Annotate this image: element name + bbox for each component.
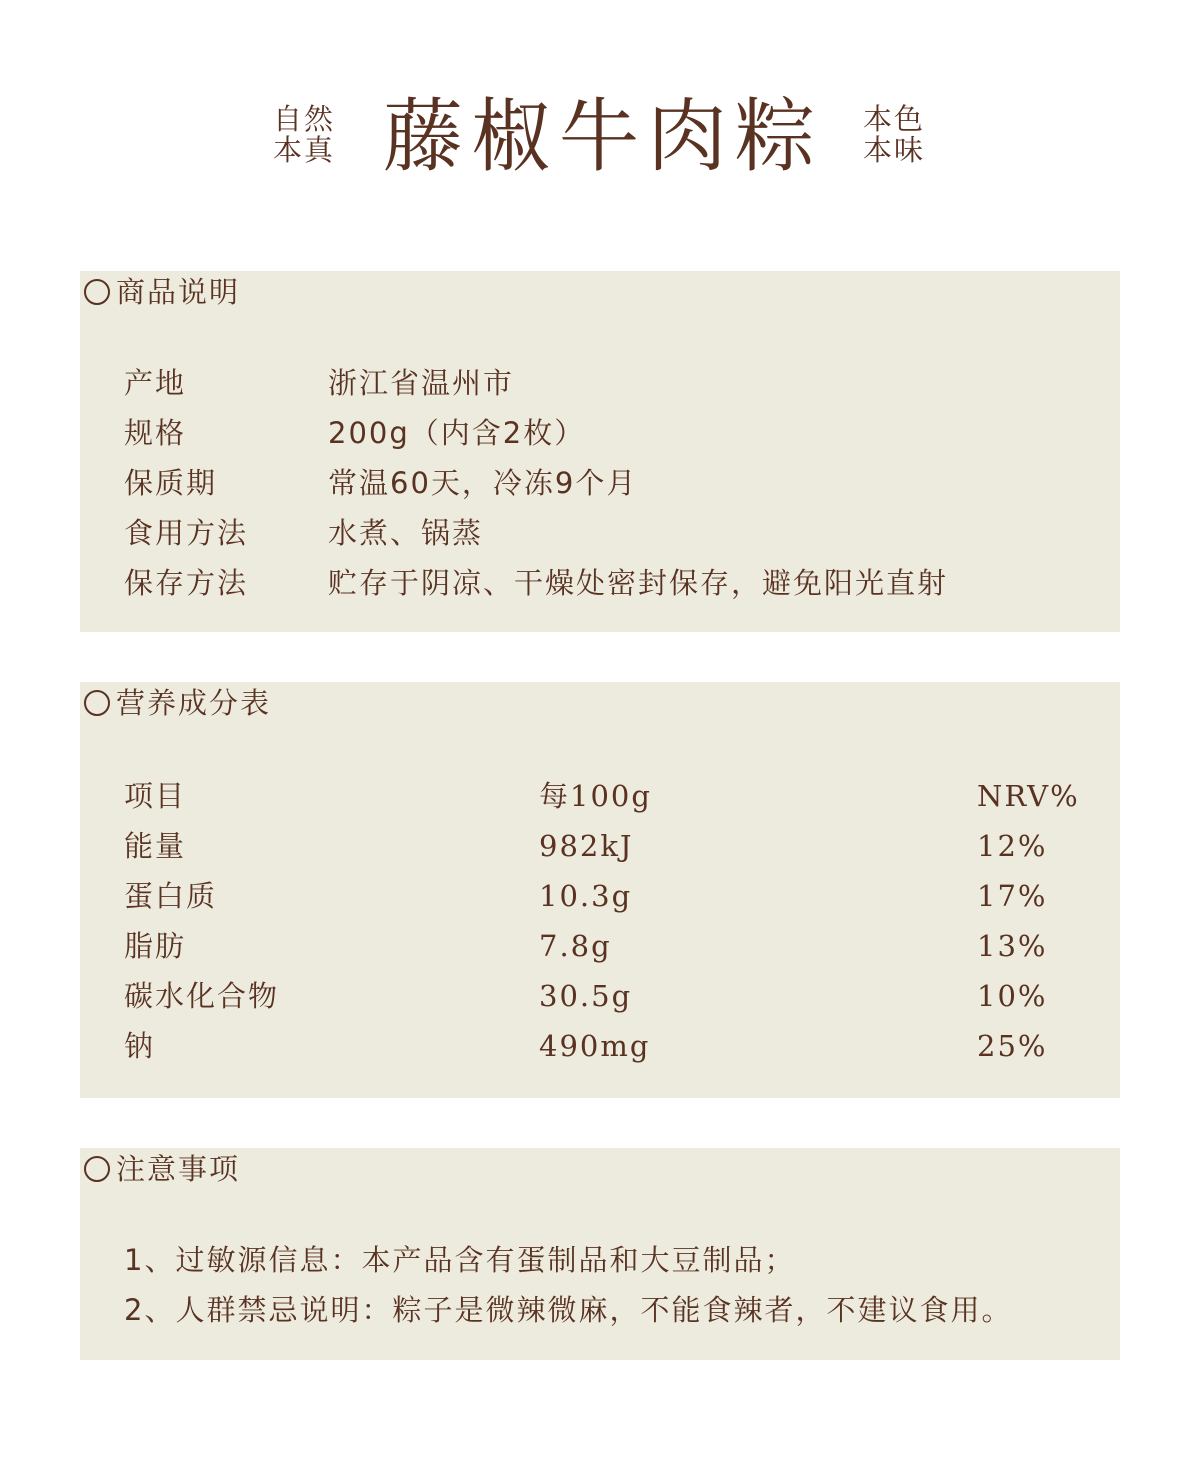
note-item: 1、过敏源信息：本产品含有蛋制品和大豆制品； bbox=[124, 1243, 796, 1277]
info-value: 浙江省温州市 bbox=[328, 366, 515, 400]
info-label: 保质期 bbox=[124, 466, 218, 500]
info-label: 食用方法 bbox=[124, 516, 249, 550]
table-cell: 17% bbox=[977, 879, 1048, 913]
section-heading bbox=[84, 686, 271, 720]
info-label: 产地 bbox=[124, 366, 187, 400]
tagline-line: 本色 bbox=[863, 102, 926, 136]
table-cell: 12% bbox=[977, 829, 1048, 863]
info-value: 水煮、锅蒸 bbox=[328, 516, 484, 550]
circle-bullet-icon bbox=[84, 690, 110, 716]
header-right-tagline bbox=[863, 104, 925, 166]
section-heading bbox=[84, 1152, 240, 1186]
page-title: 藤椒牛肉粽 bbox=[383, 90, 823, 183]
table-header-item: 项目 bbox=[124, 779, 187, 813]
tagline-line: 本真 bbox=[273, 133, 336, 167]
table-header-per100g: 每100g bbox=[539, 779, 652, 813]
table-cell: 30.5g bbox=[539, 979, 633, 1013]
note-item: 2、人群禁忌说明：粽子是微辣微麻，不能食辣者，不建议食用。 bbox=[124, 1293, 1013, 1327]
notes-panel bbox=[80, 1148, 1120, 1360]
table-cell: 能量 bbox=[124, 829, 187, 863]
section-heading bbox=[84, 275, 240, 309]
info-value: 贮存于阴凉、干燥处密封保存，避免阳光直射 bbox=[328, 566, 949, 600]
table-header-nrv: NRV% bbox=[977, 779, 1080, 813]
info-label: 保存方法 bbox=[124, 566, 249, 600]
table-cell: 982kJ bbox=[539, 829, 634, 863]
section-heading-text: 营养成分表 bbox=[116, 686, 272, 720]
circle-bullet-icon bbox=[84, 1156, 110, 1182]
info-label: 规格 bbox=[124, 416, 187, 450]
tagline-line: 本味 bbox=[863, 133, 926, 167]
tagline-line: 自然 bbox=[273, 102, 336, 136]
table-cell: 钠 bbox=[124, 1029, 156, 1063]
table-cell: 碳水化合物 bbox=[124, 979, 280, 1013]
info-value: 200g（内含2枚） bbox=[328, 416, 586, 450]
table-cell: 490mg bbox=[539, 1029, 651, 1063]
product-info-panel bbox=[80, 271, 1120, 632]
section-heading-text: 商品说明 bbox=[116, 275, 241, 309]
header-left-tagline bbox=[273, 104, 335, 166]
nutrition-panel bbox=[80, 682, 1120, 1098]
table-cell: 7.8g bbox=[539, 929, 612, 963]
table-cell: 10.3g bbox=[539, 879, 633, 913]
circle-bullet-icon bbox=[84, 279, 110, 305]
section-heading-text: 注意事项 bbox=[116, 1152, 241, 1186]
info-value: 常温60天，冷冻9个月 bbox=[328, 466, 638, 500]
table-cell: 13% bbox=[977, 929, 1048, 963]
table-cell: 蛋白质 bbox=[124, 879, 218, 913]
table-cell: 25% bbox=[977, 1029, 1048, 1063]
table-cell: 脂肪 bbox=[124, 929, 187, 963]
header bbox=[0, 92, 1200, 182]
table-cell: 10% bbox=[977, 979, 1048, 1013]
